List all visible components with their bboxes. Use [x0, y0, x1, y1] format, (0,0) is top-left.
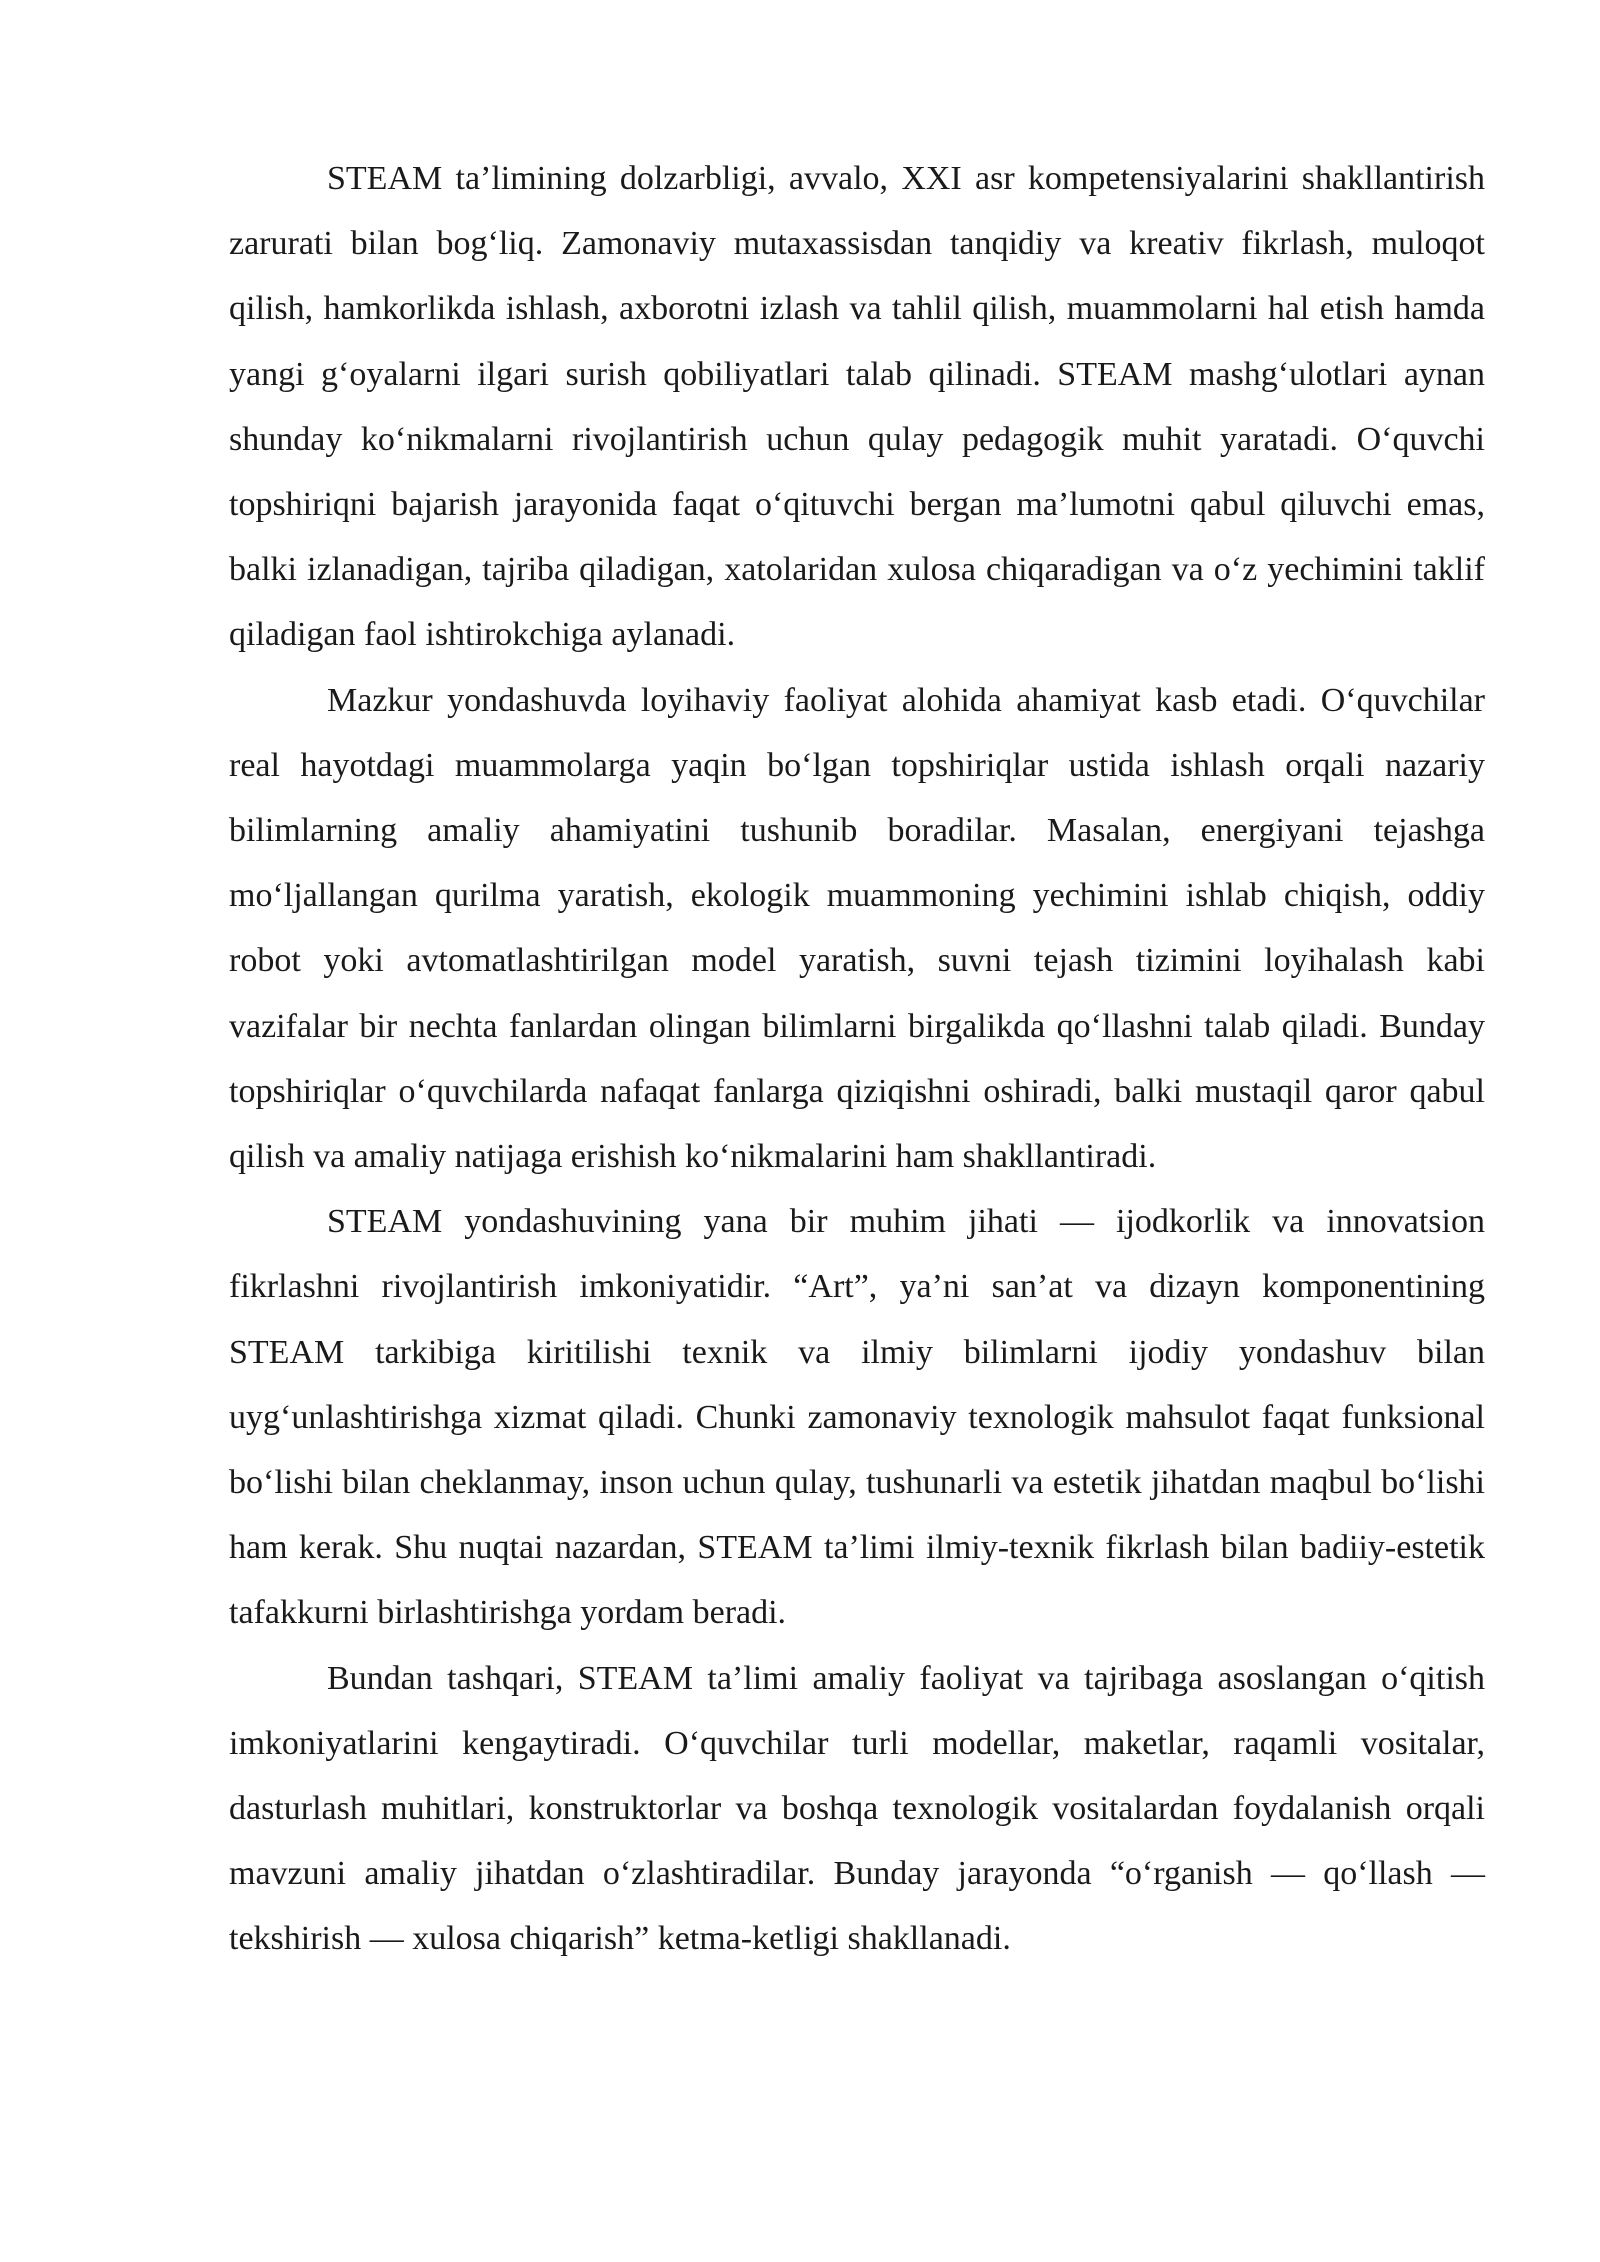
paragraph-steam-relevance: STEAM ta’limining dolzarbligi, avvalo, XXI asr kompetensiyalarini shakllantirish zarurati bilan bog‘liq. Zamonaviy mutaxassisdan tanqidiy va kreativ fikrlash, muloqot qilish, hamkorlikda ishlash, axborotni izlash va tahlil qilish, muammolarni hal etish hamda yangi g‘oyalarni ilgari surish qobiliyatlari talab qilinadi. STEAM mashg‘ulotlari aynan shunday ko‘nikmalarni rivojlantirish uchun qulay pedagogik muhit yaratadi. O‘quvchi topshiriqni bajarish jarayonida faqat o‘qituvchi bergan ma’lumotni qabul qiluvchi emas, balki izlanadigan, tajriba qiladigan, xatolaridan xulosa chiqaradigan va o‘z yechimini taklif qiladigan faol ishtirokchiga aylanadi. — [229, 160, 1485, 654]
paragraph-practical-learning: Bundan tashqari, STEAM ta’limi amaliy faoliyat va tajribaga asoslangan o‘qitish imkoniyatlarini kengaytiradi. O‘quvchilar turli modellar, maketlar, raqamli vositalar, dasturlash muhitlari, konstruktorlar va boshqa texnologik vositalardan foydalanish orqali mavzuni amaliy jihatdan o‘zlashtiradilar. Bunday jarayonda “o‘rganish — qo‘llash — tekshirish — xulosa chiqarish” ketma-ketligi shakllanadi. — [229, 1659, 1485, 1958]
paragraph-creativity: STEAM yondashuvining yana bir muhim jihati — ijodkorlik va innovatsion fikrlashni rivojlantirish imkoniyatidir. “Art”, ya’ni san’at va dizayn komponentining STEAM tarkibiga kiritilishi texnik va ilmiy bilimlarni ijodiy yondashuv bilan uyg‘unlashtirishga xizmat qiladi. Chunki zamonaviy texnologik mahsulot faqat funksional bo‘lishi bilan cheklanmay, inson uchun qulay, tushunarli va estetik jihatdan maqbul bo‘lishi ham kerak. Shu nuqtai nazardan, STEAM ta’limi ilmiy-texnik fikrlash bilan badiiy-estetik tafakkurni birlashtirishga yordam beradi. — [229, 1203, 1485, 1632]
body-text — [229, 146, 1485, 1972]
paragraph-project-activity: Mazkur yondashuvda loyihaviy faoliyat alohida ahamiyat kasb etadi. O‘quvchilar real hayotdagi muammolarga yaqin bo‘lgan topshiriqlar ustida ishlash orqali nazariy bilimlarning amaliy ahamiyatini tushunib boradilar. Masalan, energiyani tejashga mo‘ljallangan qurilma yaratish, ekologik muammoning yechimini ishlab chiqish, oddiy robot yoki avtomatlashtirilgan model yaratish, suvni tejash tizimini loyihalash kabi vazifalar bir nechta fanlardan olingan bilimlarni birgalikda qo‘llashni talab qiladi. Bunday topshiriqlar o‘quvchilarda nafaqat fanlarga qiziqishni oshiradi, balki mustaqil qaror qabul qilish va amaliy natijaga erishish ko‘nikmalarini ham shakllantiradi. — [229, 681, 1485, 1176]
